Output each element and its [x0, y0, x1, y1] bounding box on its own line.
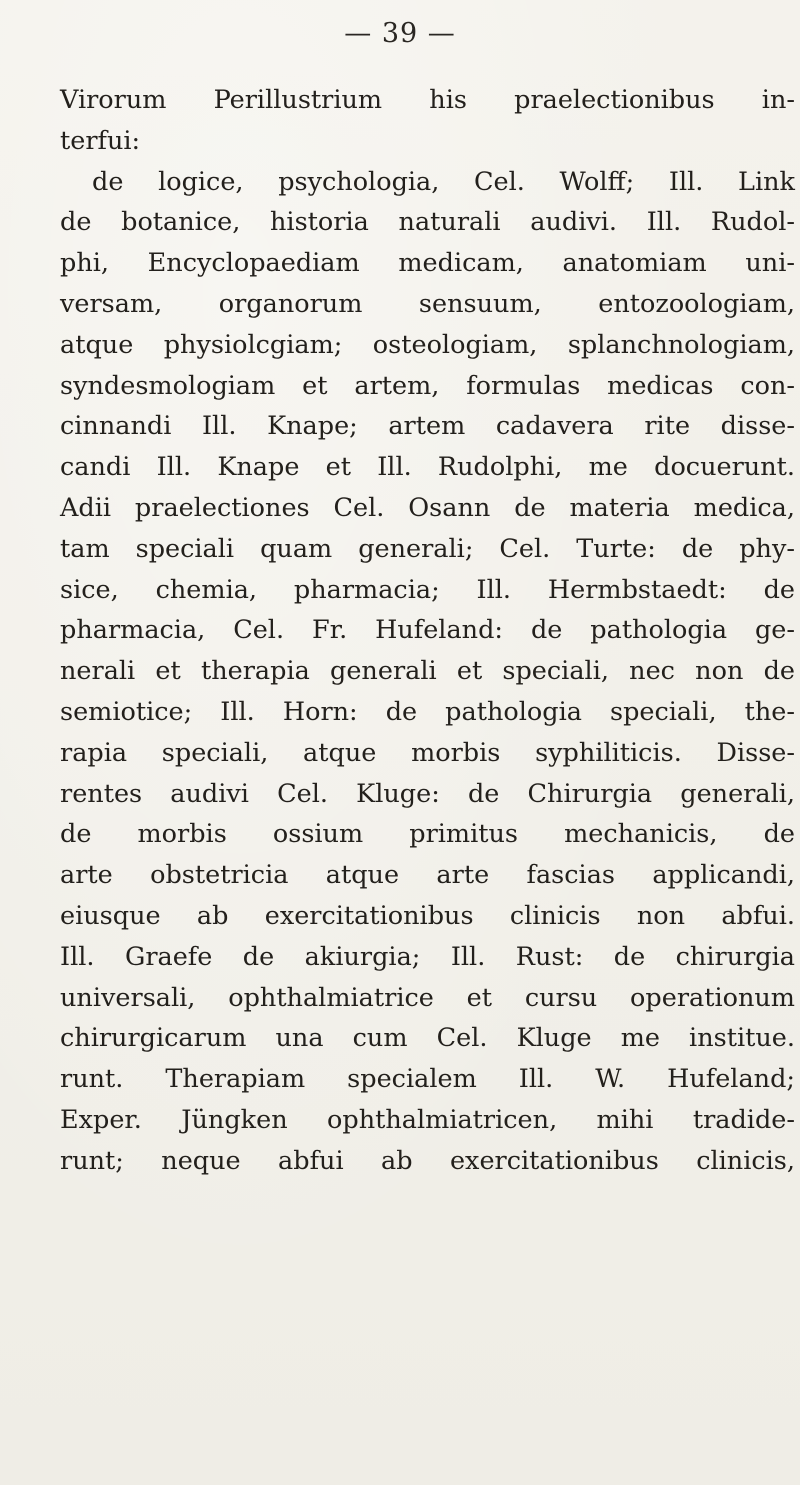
text-line: universali, ophthalmiatrice et cursu operationum [60, 982, 795, 1013]
text-line: chirurgicarum una cum Cel. Kluge me institue. [60, 1023, 795, 1054]
text-line: eiusque ab exercitationibus clinicis non abfui. [60, 900, 795, 931]
text-line: Exper. Jüngken ophthalmiatricen, mihi tradide- [60, 1104, 795, 1135]
page-number: — 39 — [344, 18, 456, 49]
text-line: tam speciali quam generali; Cel. Turte: de phy- [60, 533, 795, 564]
text-line: Ill. Graefe de akiurgia; Ill. Rust: de chirurgia [60, 941, 795, 972]
text-line: arte obstetricia atque arte fascias applicandi, [60, 860, 795, 891]
text-line: de logice, psychologia, Cel. Wolff; Ill. Link [92, 166, 795, 197]
body-text [60, 80, 795, 1182]
text-line: syndesmologiam et artem, formulas medicas con- [60, 370, 795, 401]
text-line: de botanice, historia naturali audivi. Ill. Rudol- [60, 207, 795, 238]
text-line: Virorum Perillustrium his praelectionibus in- [60, 85, 795, 115]
text-line: Adii praelectiones Cel. Osann de materia medica, [60, 492, 795, 523]
text-line: versam, organorum sensuum, entozoologiam, [60, 288, 795, 319]
text-line: sice, chemia, pharmacia; Ill. Hermbstaedt: de [60, 574, 795, 605]
text-line: phi, Encyclopaediam medicam, anatomiam uni- [60, 248, 795, 279]
text-line: atque physiolcgiam; osteologiam, splanchnologiam, [60, 329, 795, 360]
text-line: terfui: [60, 125, 141, 156]
text-line: pharmacia, Cel. Fr. Hufeland: de pathologia ge- [60, 615, 795, 646]
text-line: nerali et therapia generali et speciali, nec non de [60, 656, 795, 687]
text-line: cinnandi Ill. Knape; artem cadavera rite disse- [60, 411, 795, 442]
text-line: rapia speciali, atque morbis syphiliticis. Disse- [60, 737, 795, 768]
text-line: runt. Therapiam specialem Ill. W. Hufeland; [60, 1064, 795, 1095]
text-line: semiotice; Ill. Horn: de pathologia speciali, the- [60, 696, 795, 727]
text-line: candi Ill. Knape et Ill. Rudolphi, me docuerunt. [60, 452, 795, 483]
text-line: runt; neque abfui ab exercitationibus clinicis, [60, 1145, 795, 1176]
text-line: rentes audivi Cel. Kluge: de Chirurgia generali, [60, 778, 795, 809]
text-line: de morbis ossium primitus mechanicis, de [60, 819, 795, 850]
